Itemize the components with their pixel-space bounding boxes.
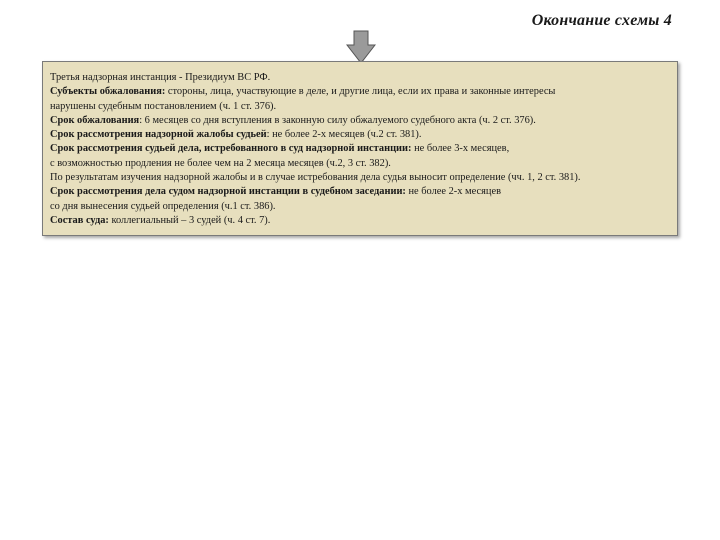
box-line: со дня вынесения судьей определения (ч.1 ст. 386). [50, 200, 276, 212]
box-line: Срок рассмотрения судьей дела, истребованного в суд надзорной инстанции: не более 3-х месяцев, [50, 143, 510, 155]
scheme-box [42, 61, 678, 236]
box-line: Срок рассмотрения дела судом надзорной инстанции в судебном заседании: не более 2-х месяцев [50, 186, 501, 198]
box-line: По результатам изучения надзорной жалобы и в случае истребования дела судья выносит определение (чч. 1, 2 ст. 381). [50, 172, 581, 184]
box-line: с возможностью продления не более чем на 2 месяца месяцев (ч.2, 3 ст. 382). [50, 157, 391, 169]
box-line: Срок рассмотрения надзорной жалобы судьей: не более 2-х месяцев (ч.2 ст. 381). [50, 129, 422, 141]
box-line: нарушены судебным постановлением (ч. 1 ст. 376). [50, 100, 277, 112]
down-arrow-icon [346, 30, 376, 64]
box-line: Срок обжалования: 6 месяцев со дня вступления в законную силу обжалуемого судебного акта (ч. 2 ст. 376). [50, 114, 536, 126]
box-line: Состав суда: коллегиальный – 3 судей (ч. 4 ст. 7). [50, 214, 271, 226]
box-line: Третья надзорная инстанция - Президиум ВС РФ. [50, 72, 271, 83]
page-title: Окончание схемы 4 [531, 12, 672, 29]
box-line: Субъекты обжалования: стороны, лица, участвующие в деле, и другие лица, если их права и законные интересы [50, 86, 556, 98]
